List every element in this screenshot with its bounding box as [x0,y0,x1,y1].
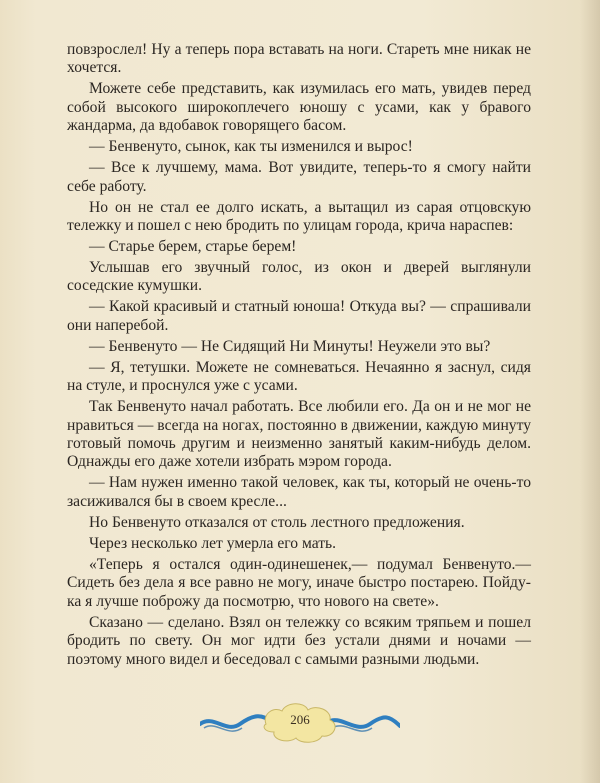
paragraph: — Какой красивый и статный юноша! Откуда вы? — спрашивали они наперебой. [67,298,531,334]
paragraph: — Все к лучшему, мама. Вот увидите, теперь-то я смогу найти себе работу. [67,159,531,195]
paragraph: Можете себе представить, как изумилась его мать, увидев перед собой высокого широкоплечего юношу с усами, как у бравого жандарма, да вдобавок говорящего басом. [67,80,531,135]
paragraph: Через несколько лет умерла его мать. [89,534,337,552]
paragraph: Но он не стал ее долго искать, а вытащил из сарая отцовскую тележку и пошел с нею бродить по улицам города, крича нараспев: [67,198,531,235]
paragraph: Сказано — сделано. Взял он тележку со всяким тряпьем и пошел бродить по свету. Он мог идти без устали днями и ночами — поэтому много видел и беседовал с самыми разными людьми. [67,613,531,668]
paragraph: Так Бенвенуто начал работать. Все любили его. Да он и не мог не нравиться — всегда на ногах, постоянно в движении, каждую минуту готовый помочь другим и неизменно занятый каким-нибудь делом. Однажды его даже хотели избрать мэром города. [67,398,531,471]
paragraph: — Я, тетушки. Можете не сомневаться. Нечаянно я заснул, сидя на стуле, и проснулся уже с усами. [67,358,531,395]
body-text [67,41,531,672]
page-gutter-shadow [580,0,600,783]
paragraph: повзрослел! Ну а теперь пора вставать на ноги. Стареть мне никак не хочется. [67,41,531,77]
paragraph: — Нам нужен именно такой человек, как ты, который не очень-то засиживался бы в своем кресле... [67,474,531,510]
paragraph: — Старье берем, старье берем! [89,238,297,256]
page-number: 206 [290,712,310,727]
paragraph: Но Бенвенуто отказался от столь лестного предложения. [89,513,465,531]
page-number-ornament [200,694,400,754]
paragraph: — Бенвенуто — Не Сидящий Ни Минуты! Неужели это вы? [89,337,491,355]
paragraph: «Теперь я остался один-одинешенек,— подумал Бенвенуто.— Сидеть без дела я все равно не могу, иначе быстро постарею. Пойду-ка я лучше поброжу да посмотрю, что нового на свете». [67,555,531,610]
paragraph: Услышав его звучный голос, из окон и дверей выглянули соседские кумушки. [67,259,531,295]
paragraph: — Бенвенуто, сынок, как ты изменился и вырос! [89,138,413,156]
